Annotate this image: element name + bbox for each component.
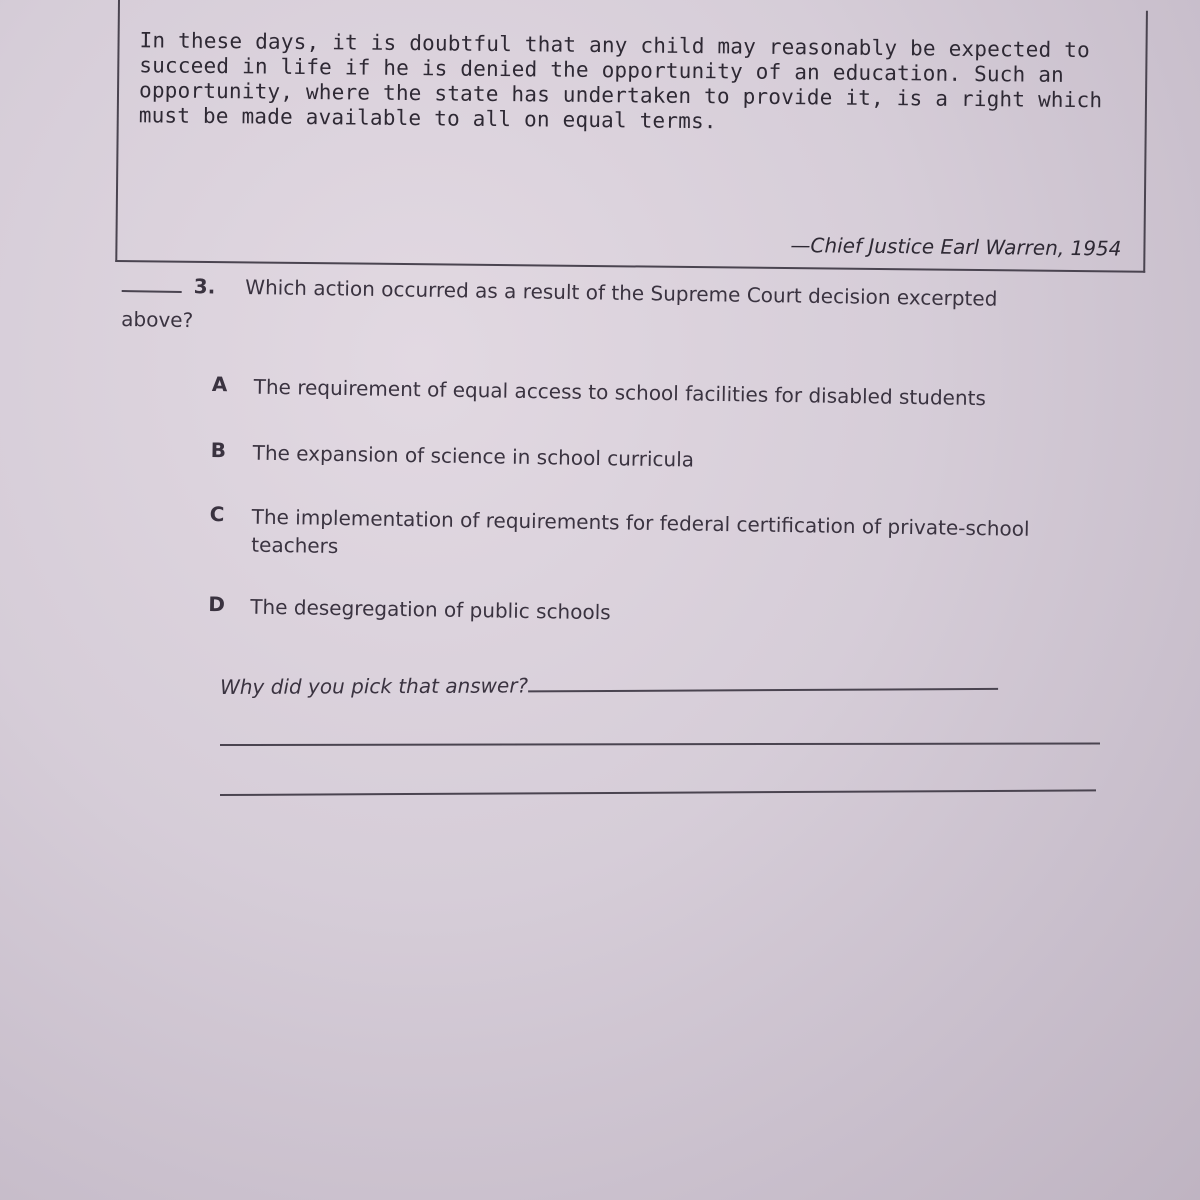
option-letter: A <box>211 372 228 397</box>
answer-line-3[interactable] <box>220 789 1096 796</box>
passage-box <box>115 0 1148 273</box>
option-a[interactable] <box>212 372 1092 414</box>
question-3 <box>121 272 1082 346</box>
answer-line-2[interactable] <box>220 742 1100 746</box>
passage-text: In these days, it is doubtful that any child may reasonably be expected to succeed in life if he is denied the opportunity of an education. Such an opportunity, where the state has undertaken to provide it, is a right which must be made available to all on equal terms. <box>138 28 1103 134</box>
answer-options <box>208 372 1092 670</box>
followup-question <box>220 669 1100 699</box>
option-text: The requirement of equal access to school facilities for disabled students <box>253 374 987 411</box>
question-stem-line2: above? <box>121 306 194 333</box>
option-d[interactable] <box>208 592 1088 634</box>
option-text: The desegregation of public schools <box>250 594 611 625</box>
answer-line-1[interactable] <box>528 670 998 692</box>
option-text: The expansion of science in school curricula <box>252 440 695 472</box>
option-b[interactable] <box>211 438 1091 480</box>
option-letter: B <box>210 437 227 463</box>
question-number: 3. <box>193 274 216 299</box>
option-text: The implementation of requirements for federal certification of private-school teachers <box>251 504 1030 559</box>
passage-attribution: —Chief Justice Earl Warren, 1954 <box>790 233 1122 261</box>
followup-prompt: Why did you pick that answer? <box>220 673 529 699</box>
option-letter: D <box>208 591 226 617</box>
option-letter: C <box>209 501 225 527</box>
question-stem-line1: Which action occurred as a result of the Supreme Court decision excerpted <box>245 274 998 311</box>
answer-blank[interactable] <box>122 272 182 293</box>
option-c[interactable] <box>209 502 1090 572</box>
